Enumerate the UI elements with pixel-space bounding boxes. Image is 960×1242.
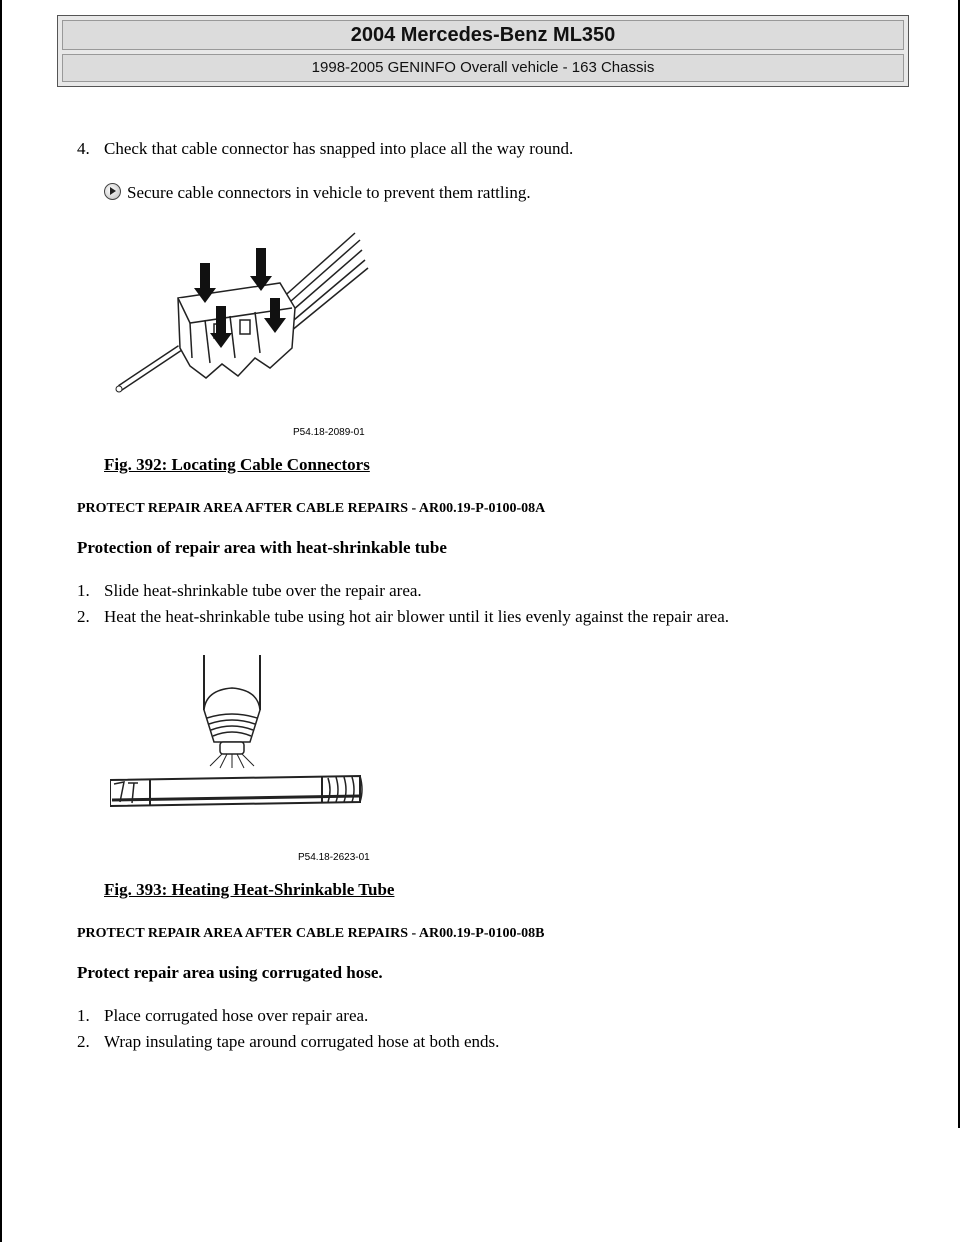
figure-393-caption-link[interactable]: Fig. 393: Heating Heat-Shrinkable Tube: [104, 880, 395, 899]
step-number: 1.: [77, 1006, 90, 1025]
document-subtitle: 1998-2005 GENINFO Overall vehicle - 163 Chassis: [62, 54, 904, 82]
figure-code: P54.18-2623-01: [298, 852, 370, 863]
step-number: 2.: [77, 1032, 90, 1051]
figure-code: P54.18-2089-01: [293, 427, 365, 438]
note-text: Secure cable connectors in vehicle to prevent them rattling.: [127, 183, 531, 202]
heat-shrink-illustration: [110, 650, 380, 870]
section-heading: PROTECT REPAIR AREA AFTER CABLE REPAIRS - AR00.19-P-0100-08A: [77, 501, 546, 516]
note: [104, 183, 531, 203]
step-text: Slide heat-shrinkable tube over the repair area.: [104, 581, 422, 600]
step-text: Place corrugated hose over repair area.: [104, 1006, 369, 1025]
document-header: [57, 15, 909, 87]
figure-393-image: [110, 650, 380, 870]
step-text: Check that cable connector has snapped into place all the way round.: [104, 139, 574, 158]
figure-392-image: [110, 228, 370, 443]
note-arrow-icon: [104, 183, 121, 200]
document-title: 2004 Mercedes-Benz ML350: [62, 20, 904, 50]
figure-392-caption-link[interactable]: Fig. 392: Locating Cable Connectors: [104, 455, 370, 474]
section-subheading: Protection of repair area with heat-shrinkable tube: [77, 538, 447, 557]
page-border-left: [0, 0, 2, 1242]
step-number: 2.: [77, 607, 90, 626]
section-subheading: Protect repair area using corrugated hose.: [77, 963, 383, 982]
step-text: Wrap insulating tape around corrugated hose at both ends.: [104, 1032, 500, 1051]
step-text: Heat the heat-shrinkable tube using hot air blower until it lies evenly against the repair area.: [104, 607, 730, 626]
cable-connector-illustration: [110, 228, 370, 443]
step-number: 4.: [77, 139, 90, 158]
section-heading: PROTECT REPAIR AREA AFTER CABLE REPAIRS - AR00.19-P-0100-08B: [77, 926, 545, 941]
step-number: 1.: [77, 581, 90, 600]
